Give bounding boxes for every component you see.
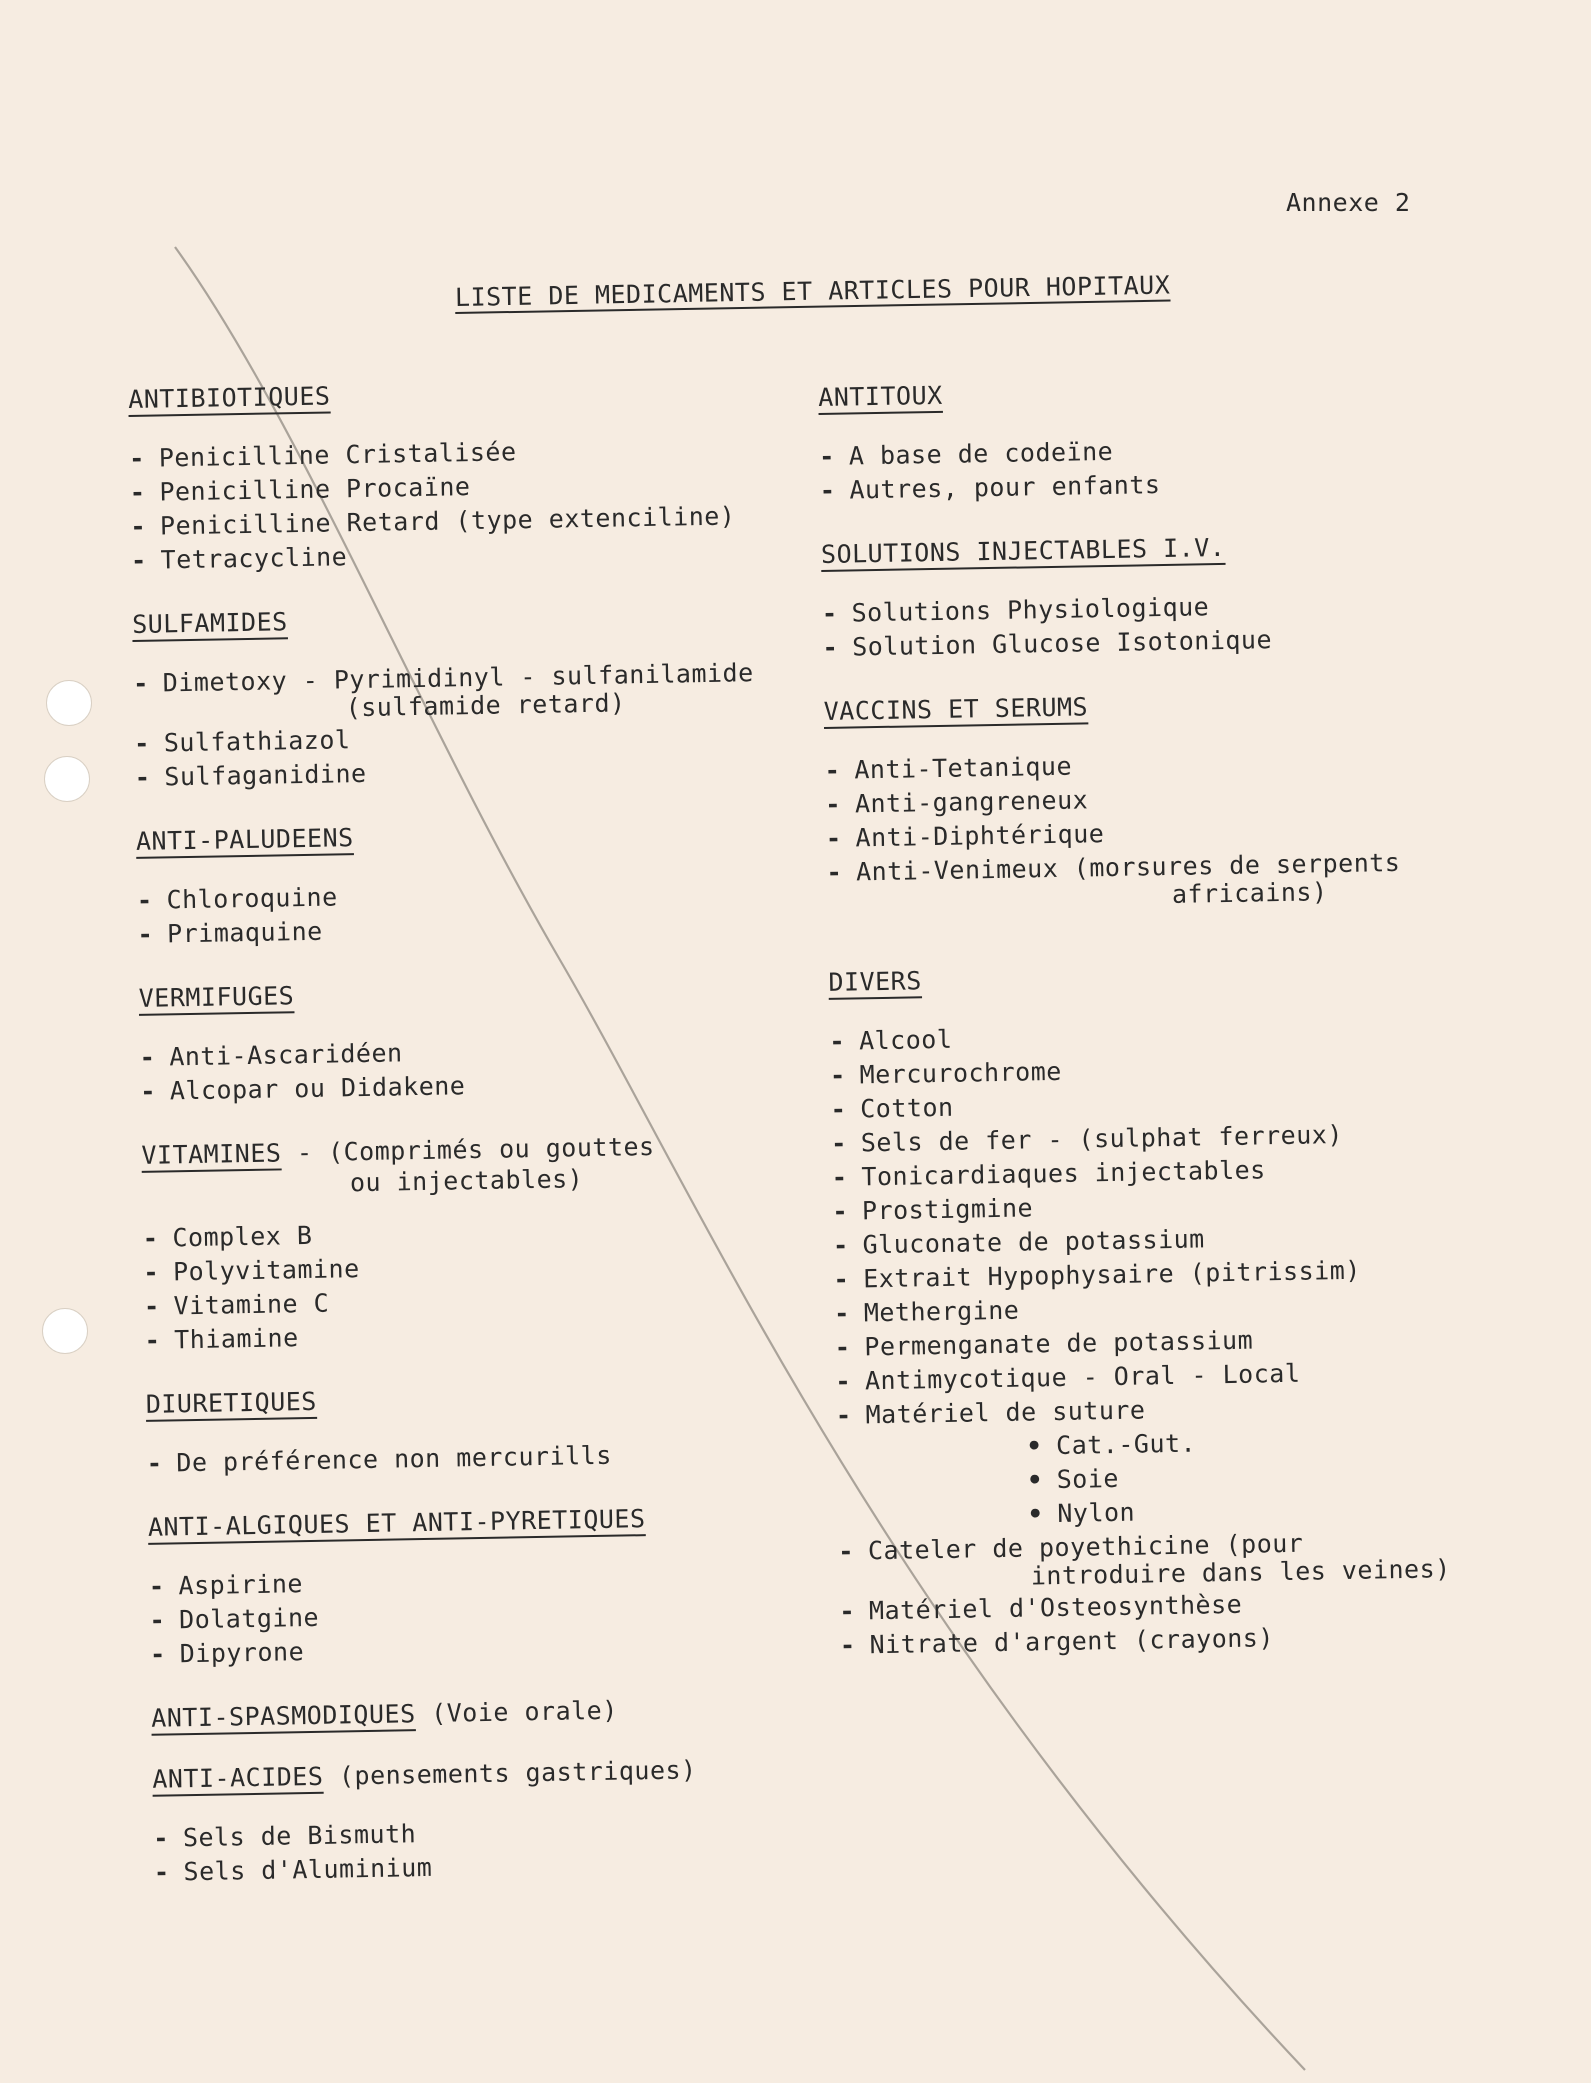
list-item: - Tonicardiaques injectables: [831, 1155, 1266, 1192]
list-item: - Sels de fer - (sulphat ferreux): [831, 1119, 1344, 1158]
item-list: [137, 873, 778, 952]
section-vitamines: [141, 1130, 785, 1358]
section-heading: ANTI-SPASMODIQUES: [151, 1699, 416, 1733]
section-heading: VACCINS ET SERUMS: [823, 692, 1089, 726]
list-item: - Tetracycline: [130, 542, 348, 575]
annex-label: Annexe 2: [1286, 188, 1411, 217]
section-anti-paludeens: [136, 816, 778, 952]
list-item: - Anti-Tetanique: [824, 751, 1073, 785]
list-item: - De préférence non mercurills: [146, 1440, 613, 1478]
list-item: - Aspirine: [148, 1569, 304, 1601]
item-list: [129, 431, 771, 578]
list-item: - Permenganate de potassium: [834, 1325, 1254, 1362]
list-item: - Alcopar ou Didakene: [140, 1071, 466, 1106]
section-heading: ANTIBIOTIQUES: [128, 381, 331, 414]
list-item-continuation: (sulfamide retard): [345, 688, 626, 723]
list-item: - A base de codeïne: [819, 436, 1114, 471]
list-item: - Autres, pour enfants: [819, 470, 1161, 505]
sub-item: • Soie: [1026, 1463, 1120, 1495]
section-heading: DIVERS: [828, 966, 923, 997]
item-list: [822, 585, 1483, 665]
list-item: - Alcool: [829, 1024, 953, 1056]
list-item: - Dolatgine: [149, 1602, 320, 1635]
list-item: - Extrait Hypophysaire (pitrissim): [833, 1255, 1362, 1294]
section-heading: VERMIFUGES: [138, 981, 295, 1013]
scan-edge: [0, 2083, 1591, 2093]
section-vaccins-serums: [823, 685, 1487, 915]
item-list: [139, 1030, 780, 1109]
section-solutions-injectables: [821, 528, 1483, 664]
list-item-continuation: africains): [1171, 877, 1328, 909]
list-item: - Polyvitamine: [143, 1254, 360, 1287]
item-list: [153, 1811, 794, 1890]
page-title: LISTE DE MEDICAMENTS ET ARTICLES POUR HOPITAUX: [454, 270, 1171, 312]
left-column: [128, 374, 795, 1922]
right-column: [818, 371, 1501, 1694]
list-item: - Sels d'Aluminium: [153, 1852, 433, 1887]
list-item: - Prostigmine: [832, 1193, 1034, 1226]
section-anti-acides: [152, 1754, 794, 1890]
section-heading: ANTI-PALUDEENS: [135, 823, 354, 856]
list-item: - Antimycotique - Oral - Local: [835, 1358, 1301, 1396]
list-item: - Sels de Bismuth: [153, 1819, 417, 1853]
list-item: - Chloroquine: [136, 882, 338, 915]
list-item: - Penicilline Cristalisée: [129, 437, 517, 473]
list-item: - Anti-Venimeux (morsures de serpents africains): [826, 844, 1487, 916]
list-item: - Complex B: [142, 1220, 313, 1253]
list-item: - Methergine: [833, 1295, 1020, 1328]
section-divers: [828, 956, 1500, 1662]
section-note: (pensements gastriques): [338, 1755, 697, 1791]
section-diuretiques: [146, 1379, 787, 1481]
section-note: (Voie orale): [430, 1695, 619, 1728]
list-item: - Solution Glucose Isotonique: [822, 625, 1273, 662]
list-item: - Gluconate de potassium: [832, 1224, 1205, 1260]
item-list: [829, 1013, 1500, 1662]
list-item: - Matériel d'Osteosynthèse: [839, 1589, 1243, 1626]
list-item: - Sulfathiazol: [134, 725, 351, 758]
section-heading: ANTI-ACIDES: [152, 1761, 324, 1794]
list-item: - Penicilline Procaïne: [129, 472, 471, 507]
section-vermifuges: [138, 973, 780, 1109]
section-antibiotiques: [128, 374, 771, 578]
list-item: - Solutions Physiologique: [821, 592, 1210, 628]
punch-hole: [46, 680, 92, 726]
section-note: - (Comprimés ou gouttes: [296, 1131, 655, 1168]
item-list: [149, 1559, 791, 1672]
list-item-continuation: introduire dans les veines): [1030, 1554, 1451, 1591]
section-heading: SOLUTIONS INJECTABLES I.V.: [820, 532, 1226, 569]
section-anti-spasmodiques: [151, 1693, 791, 1733]
list-item: - Anti-Ascaridéen: [139, 1038, 403, 1072]
section-heading: SULFAMIDES: [131, 607, 288, 639]
list-item: - Dimetoxy - Pyrimidinyl - sulfanilamide (sulfamide retard): [133, 656, 774, 727]
list-item: - Vitamine C: [143, 1288, 330, 1321]
sub-item: • Cat.-Gut.: [1026, 1428, 1197, 1461]
list-item: - Anti-gangreneux: [825, 785, 1089, 819]
list-item: - Cotton: [830, 1092, 954, 1124]
list-item: - Mercurochrome: [829, 1056, 1063, 1090]
list-item: - Primaquine: [137, 916, 323, 949]
section-heading: DIURETIQUES: [145, 1386, 318, 1419]
list-item: - Nitrate d'argent (crayons): [839, 1623, 1275, 1660]
list-item: - Penicilline Retard (type extenciline): [130, 501, 736, 541]
section-note-continuation: ou injectables): [349, 1164, 584, 1198]
list-item: - Anti-Diphtérique: [825, 819, 1105, 853]
section-antitoux: [818, 371, 1480, 507]
list-item: - Matériel de suture: [835, 1395, 1146, 1430]
punch-hole: [44, 756, 90, 802]
list-item: - Cateler de poyethicine (pour introduire dans les veines): [838, 1523, 1499, 1595]
sub-item: • Nylon: [1027, 1497, 1136, 1529]
section-heading: ANTITOUX: [818, 380, 943, 412]
punch-hole: [42, 1308, 88, 1354]
section-sulfamides: [132, 599, 775, 795]
section-heading: ANTI-ALGIQUES ET ANTI-PYRETIQUES: [147, 1504, 646, 1542]
item-list: [819, 428, 1480, 508]
list-item: - Dipyrone: [149, 1637, 305, 1669]
item-list: [824, 742, 1487, 915]
section-anti-algiques: [148, 1502, 791, 1672]
section-heading: VITAMINES: [141, 1138, 282, 1170]
list-item: - Sulfaganidine: [134, 758, 367, 792]
item-list: [147, 1436, 787, 1481]
item-list: [143, 1211, 785, 1358]
list-item: - Thiamine: [144, 1323, 299, 1355]
item-list: [133, 656, 775, 795]
